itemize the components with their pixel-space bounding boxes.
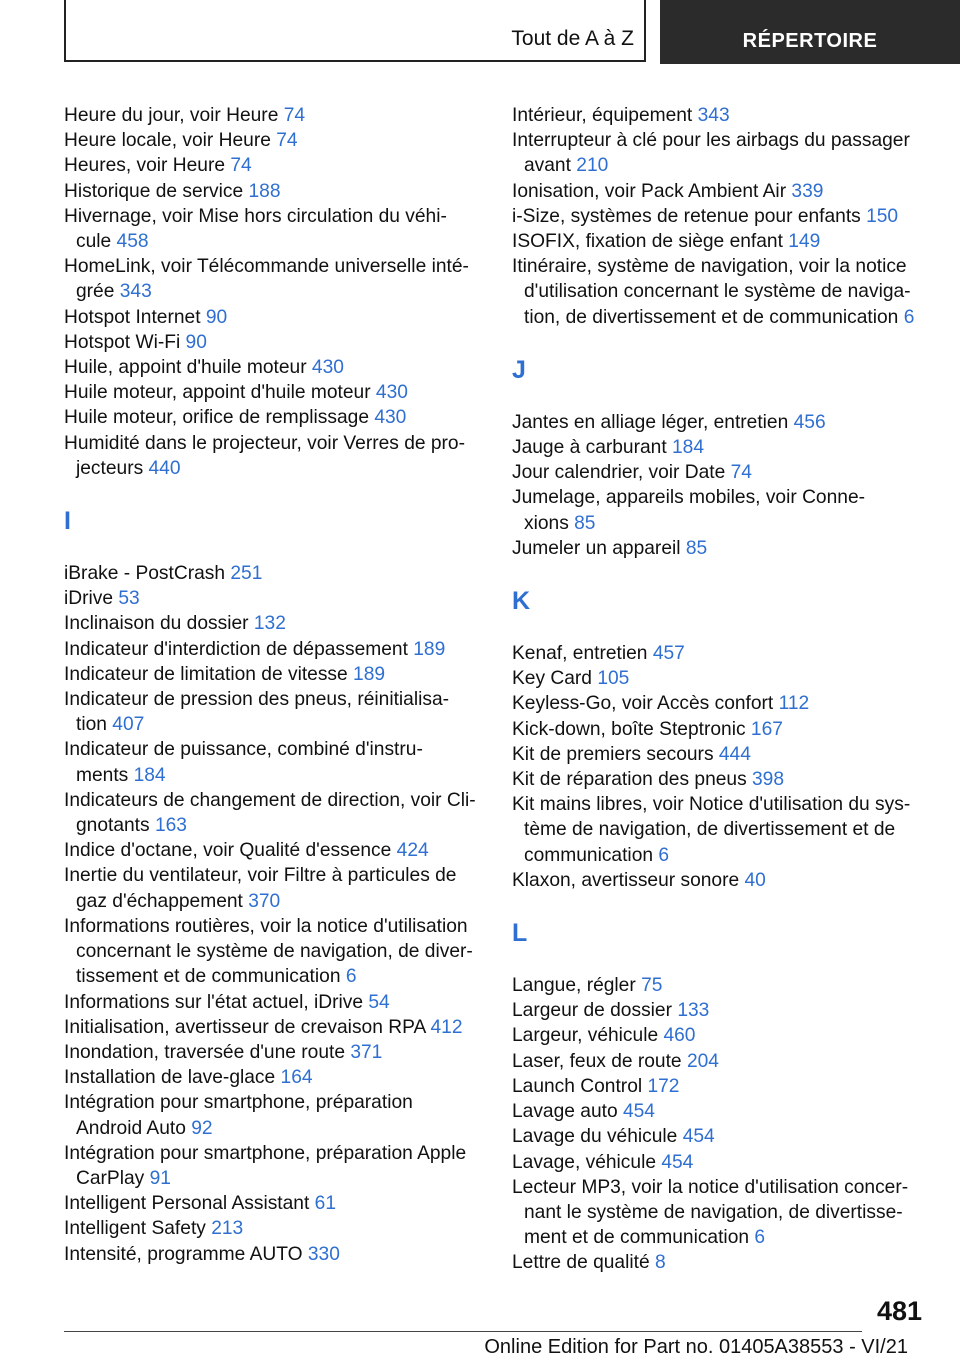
index-entry-text: Indicateur d'interdiction de dépassement	[64, 638, 414, 660]
index-entry	[512, 103, 932, 128]
index-entry-text: Jour calendrier, voir Date	[512, 462, 731, 484]
index-entry-text: cule	[76, 231, 117, 253]
index-letter-heading: L	[512, 919, 528, 948]
index-entry	[512, 485, 932, 535]
index-entry-text: Informations sur l'état actuel, iDrive	[64, 991, 369, 1013]
index-entry-text: Inclinaison du dossier	[64, 613, 254, 635]
page-link[interactable]: 91	[149, 1167, 171, 1189]
index-entry-text: Inondation, traversée d'une route	[64, 1041, 351, 1063]
index-entry-text: Huile moteur, orifice de remplissage	[64, 407, 375, 429]
index-entry	[64, 1040, 484, 1065]
index-entry-text: Jumelage, appareils mobiles, voir Conne-	[512, 487, 866, 509]
page-link[interactable]: 184	[133, 764, 166, 786]
page-link[interactable]: 163	[154, 815, 187, 837]
index-entry-text: Indicateur de puissance, combiné d'instru-	[64, 739, 423, 761]
index-entry-text: Humidité dans le projecteur, voir Verres de pro-	[64, 432, 465, 454]
index-entry	[64, 990, 484, 1015]
index-entry-text: Installation de lave-glace	[64, 1067, 281, 1089]
index-entry-text: Initialisation, avertisseur de crevaison RPA	[64, 1016, 431, 1038]
index-entry	[64, 1141, 484, 1191]
page-link[interactable]: 412	[430, 1016, 463, 1038]
index-entry-text: tème de navigation, de divertissement et de	[524, 819, 896, 841]
index-entry-text: ment et de communication	[524, 1227, 755, 1249]
index-entry	[512, 536, 932, 561]
page-link[interactable]: 54	[368, 991, 390, 1013]
index-entry	[64, 863, 484, 913]
index-entry-text: CarPlay	[76, 1167, 150, 1189]
index-entry	[512, 460, 932, 485]
page-link[interactable]: 92	[191, 1117, 213, 1139]
index-entry	[64, 380, 484, 405]
index-entry-text: Hivernage, voir Mise hors circulation du véhi-	[64, 205, 447, 227]
index-entry	[512, 1150, 932, 1175]
index-entry-text: Indicateurs de changement de direction, voir Cli-	[64, 789, 476, 811]
page-link[interactable]: 133	[677, 1000, 710, 1022]
page-link[interactable]: 440	[148, 457, 181, 479]
index-entry	[64, 586, 484, 611]
index-entry-text: Lettre de qualité	[512, 1252, 655, 1274]
page-link[interactable]: 40	[744, 869, 766, 891]
index-letter-heading: K	[512, 587, 531, 616]
index-entry-text: Intensité, programme AUTO	[64, 1243, 308, 1265]
index-entry	[64, 405, 484, 430]
index-entry	[512, 1074, 932, 1099]
index-letter-heading: I	[64, 507, 71, 536]
page-link[interactable]: 343	[697, 105, 730, 126]
page-link[interactable]: 371	[350, 1041, 383, 1063]
page-link[interactable]: 370	[248, 890, 281, 912]
page-link[interactable]: 8	[654, 1252, 666, 1274]
index-entry-text: Lavage, véhicule	[512, 1151, 662, 1173]
page-link[interactable]: 184	[672, 437, 705, 459]
page-link[interactable]: 74	[230, 155, 252, 177]
index-entry	[512, 998, 932, 1023]
index-entry	[512, 1049, 932, 1074]
index-entry	[64, 355, 484, 380]
index-entry-text: Langue, régler	[512, 975, 642, 997]
page-link[interactable]: 6	[903, 306, 915, 328]
index-entry-text: Indice d'octane, voir Qualité d'essence	[64, 840, 397, 862]
page-link[interactable]: 407	[112, 714, 145, 736]
index-entry	[64, 1065, 484, 1090]
index-entry	[512, 204, 932, 229]
page-link[interactable]: 74	[276, 130, 298, 152]
index-entry	[64, 204, 484, 254]
index-entry	[64, 330, 484, 355]
page-link[interactable]: 454	[622, 1101, 655, 1123]
index-entry-text: Keyless-Go, voir Accès confort	[512, 693, 779, 715]
index-entry-text: Huile, appoint d'huile moteur	[64, 357, 312, 379]
index-entry-text: iDrive	[64, 588, 119, 610]
index-entry-text: avant	[524, 155, 577, 177]
index-entry	[64, 103, 484, 128]
index-entry-text: Kick-down, boîte Steptronic	[512, 718, 751, 740]
page-link[interactable]: 53	[118, 588, 140, 610]
index-column-right	[512, 103, 932, 1276]
index-entry-text: Ionisation, voir Pack Ambient Air	[512, 180, 792, 202]
page-link[interactable]: 430	[311, 357, 344, 379]
index-entry	[64, 561, 484, 586]
page-link[interactable]: 339	[791, 180, 824, 202]
index-entry	[64, 788, 484, 838]
index-entry-text: gaz d'échappement	[76, 890, 249, 912]
index-entry-text: Intégration pour smartphone, préparation	[64, 1092, 413, 1114]
page-link[interactable]: 460	[663, 1025, 696, 1047]
index-entry	[64, 128, 484, 153]
index-entry	[64, 254, 484, 304]
index-entry-text: Informations routières, voir la notice d'utilisation	[64, 915, 468, 937]
index-entry-text: Klaxon, avertisseur sonore	[512, 869, 745, 891]
index-entry	[512, 1124, 932, 1149]
index-entry-text: Intelligent Safety	[64, 1218, 212, 1240]
index-entry-text: xions	[524, 512, 575, 534]
page-link[interactable]: 105	[597, 668, 630, 690]
page-link[interactable]: 189	[353, 663, 386, 685]
page-link[interactable]: 167	[750, 718, 783, 740]
index-entry	[64, 153, 484, 178]
page-link[interactable]: 172	[647, 1075, 680, 1097]
index-entry-text: Jantes en alliage léger, entretien	[512, 411, 794, 433]
page-link[interactable]: 330	[307, 1243, 340, 1265]
index-entry-text: Indicateur de limitation de vitesse	[64, 663, 354, 685]
footer-divider	[64, 1331, 862, 1332]
index-entry-text: Jauge à carburant	[512, 437, 673, 459]
index-entry-text: Huile moteur, appoint d'huile moteur	[64, 382, 376, 404]
index-entry	[512, 1099, 932, 1124]
page-link[interactable]: 6	[345, 966, 357, 988]
index-entry-text: d'utilisation concernant le système de naviga-	[524, 281, 911, 303]
index-entry-text: Launch Control	[512, 1075, 648, 1097]
index-entry-text: grée	[76, 281, 120, 303]
index-entry	[512, 1175, 932, 1251]
index-entry-text: Interrupteur à clé pour les airbags du passager	[512, 130, 910, 152]
page-link[interactable]: 444	[718, 743, 751, 765]
index-entry-text: Lavage du véhicule	[512, 1126, 683, 1148]
index-entry	[512, 1250, 932, 1275]
index-entry-text: Key Card	[512, 668, 598, 690]
index-entry-text: concernant le système de navigation, de diver-	[76, 941, 473, 963]
index-entry	[512, 435, 932, 460]
index-entry-text: ISOFIX, fixation de siège enfant	[512, 231, 789, 253]
page-link[interactable]: 430	[374, 407, 407, 429]
index-entry-text: iBrake - PostCrash	[64, 563, 231, 585]
index-entry-text: Heure du jour, voir Heure	[64, 105, 284, 126]
page-link[interactable]: 90	[205, 306, 228, 328]
page-link[interactable]: 85	[685, 537, 708, 559]
index-entry	[512, 742, 932, 767]
page-link[interactable]: 149	[788, 231, 821, 253]
index-entry	[512, 641, 932, 666]
index-entry-text: ments	[76, 764, 134, 786]
index-entry	[64, 1216, 484, 1241]
index-entry	[512, 767, 932, 792]
page-link[interactable]: 204	[686, 1050, 719, 1072]
page-link[interactable]: 398	[752, 769, 785, 791]
index-entry-text: nant le système de navigation, de divertisse-	[524, 1201, 903, 1223]
page-link[interactable]: 430	[375, 382, 408, 404]
index-entry-text: Hotspot Wi-Fi	[64, 331, 186, 353]
index-entry-text: tissement et de communication	[76, 966, 346, 988]
index-entry	[512, 128, 932, 178]
index-letter-heading: J	[512, 355, 526, 384]
page-link[interactable]: 61	[314, 1193, 336, 1215]
index-entry-text: Android Auto	[76, 1117, 192, 1139]
index-entry-text: gnotants	[76, 815, 155, 837]
page-link[interactable]: 210	[576, 155, 609, 177]
index-entry-text: Kit mains libres, voir Notice d'utilisation du sys-	[512, 794, 911, 816]
page-link[interactable]: 424	[396, 840, 429, 862]
index-entry	[64, 611, 484, 636]
footer-edition: Online Edition for Part no. 01405A38553 - VI/21	[484, 1336, 908, 1358]
page-link[interactable]: 458	[116, 231, 149, 253]
index-entry	[64, 431, 484, 481]
index-entry	[64, 838, 484, 863]
index-entry-text: HomeLink, voir Télécommande universelle inté-	[64, 256, 469, 278]
index-entry	[64, 1191, 484, 1216]
index-entry-text: tion, de divertissement et de communication	[524, 306, 904, 328]
page-link[interactable]: 189	[413, 638, 446, 660]
index-entry	[64, 1242, 484, 1267]
index-entry-text: Indicateur de pression des pneus, réinitialisa-	[64, 689, 450, 711]
index-entry-text: i-Size, systèmes de retenue pour enfants	[512, 205, 867, 227]
index-entry	[512, 973, 932, 998]
index-entry-text: Laser, feux de route	[512, 1050, 687, 1072]
index-entry	[64, 179, 484, 204]
index-entry-text: Kenaf, entretien	[512, 643, 653, 665]
page-link[interactable]: 454	[661, 1151, 694, 1173]
page-link[interactable]: 74	[283, 105, 306, 126]
page-link[interactable]: 213	[211, 1218, 244, 1240]
index-entry	[512, 691, 932, 716]
index-entry	[64, 305, 484, 330]
index-entry-text: Heures, voir Heure	[64, 155, 231, 177]
index-entry	[64, 914, 484, 990]
index-entry-text: Kit de réparation des pneus	[512, 769, 753, 791]
index-entry	[64, 1090, 484, 1140]
index-entry	[512, 792, 932, 868]
index-entry	[64, 637, 484, 662]
page-link[interactable]: 457	[652, 643, 685, 665]
index-entry-text: Largeur de dossier	[512, 1000, 678, 1022]
index-entry	[512, 229, 932, 254]
index-entry	[512, 868, 932, 893]
index-entry	[512, 254, 932, 330]
page-link[interactable]: 164	[280, 1067, 313, 1089]
index-entry-text: Intérieur, équipement	[512, 105, 698, 126]
index-entry-text: Lavage auto	[512, 1101, 623, 1123]
index-entry	[512, 179, 932, 204]
index-entry	[512, 717, 932, 742]
index-entry	[64, 662, 484, 687]
index-entry-text: communication	[524, 844, 659, 866]
index-entry-text: Intelligent Personal Assistant	[64, 1193, 315, 1215]
page-link[interactable]: 454	[682, 1126, 715, 1148]
index-column-left	[64, 103, 484, 1267]
page-link[interactable]: 456	[793, 411, 826, 433]
index-entry	[64, 1015, 484, 1040]
index-entry-text: Intégration pour smartphone, préparation Apple	[64, 1142, 467, 1164]
page-number: 481	[876, 1296, 922, 1326]
index-entry-text: Largeur, véhicule	[512, 1025, 664, 1047]
page-link[interactable]: 150	[866, 205, 899, 227]
index-entry-text: Heure locale, voir Heure	[64, 130, 277, 152]
tab-repertoire[interactable]	[660, 0, 960, 64]
index-entry-text: Itinéraire, système de navigation, voir la notice	[512, 256, 907, 278]
page-link[interactable]: 132	[253, 613, 286, 635]
index-entry	[64, 687, 484, 737]
index-entry-text: jecteurs	[76, 457, 149, 479]
index-entry	[512, 666, 932, 691]
page-link[interactable]: 343	[119, 281, 152, 303]
index-entry-text: tion	[76, 714, 113, 736]
section-title: Tout de A à Z	[511, 27, 634, 50]
index-entry	[64, 737, 484, 787]
page-link[interactable]: 6	[754, 1227, 766, 1249]
page-link[interactable]: 74	[730, 462, 752, 484]
index-entry-text: Kit de premiers secours	[512, 743, 719, 765]
index-entry-text: Hotspot Internet	[64, 306, 206, 328]
page-link[interactable]: 85	[574, 512, 596, 534]
index-entry-text: Historique de service	[64, 180, 249, 202]
index-entry	[512, 1023, 932, 1048]
page-link[interactable]: 112	[778, 693, 810, 715]
page-link[interactable]: 90	[185, 331, 207, 353]
page-link[interactable]: 188	[248, 180, 281, 202]
index-entry-text: Lecteur MP3, voir la notice d'utilisation concer-	[512, 1176, 909, 1198]
page-link[interactable]: 75	[641, 975, 663, 997]
index-entry	[512, 410, 932, 435]
tab-repertoire-label: RÉPERTOIRE	[742, 30, 878, 52]
page-link[interactable]: 6	[658, 844, 670, 866]
index-entry-text: Jumeler un appareil	[512, 537, 686, 559]
index-entry-text: Inertie du ventilateur, voir Filtre à particules de	[64, 865, 457, 887]
page-link[interactable]: 251	[230, 563, 263, 585]
